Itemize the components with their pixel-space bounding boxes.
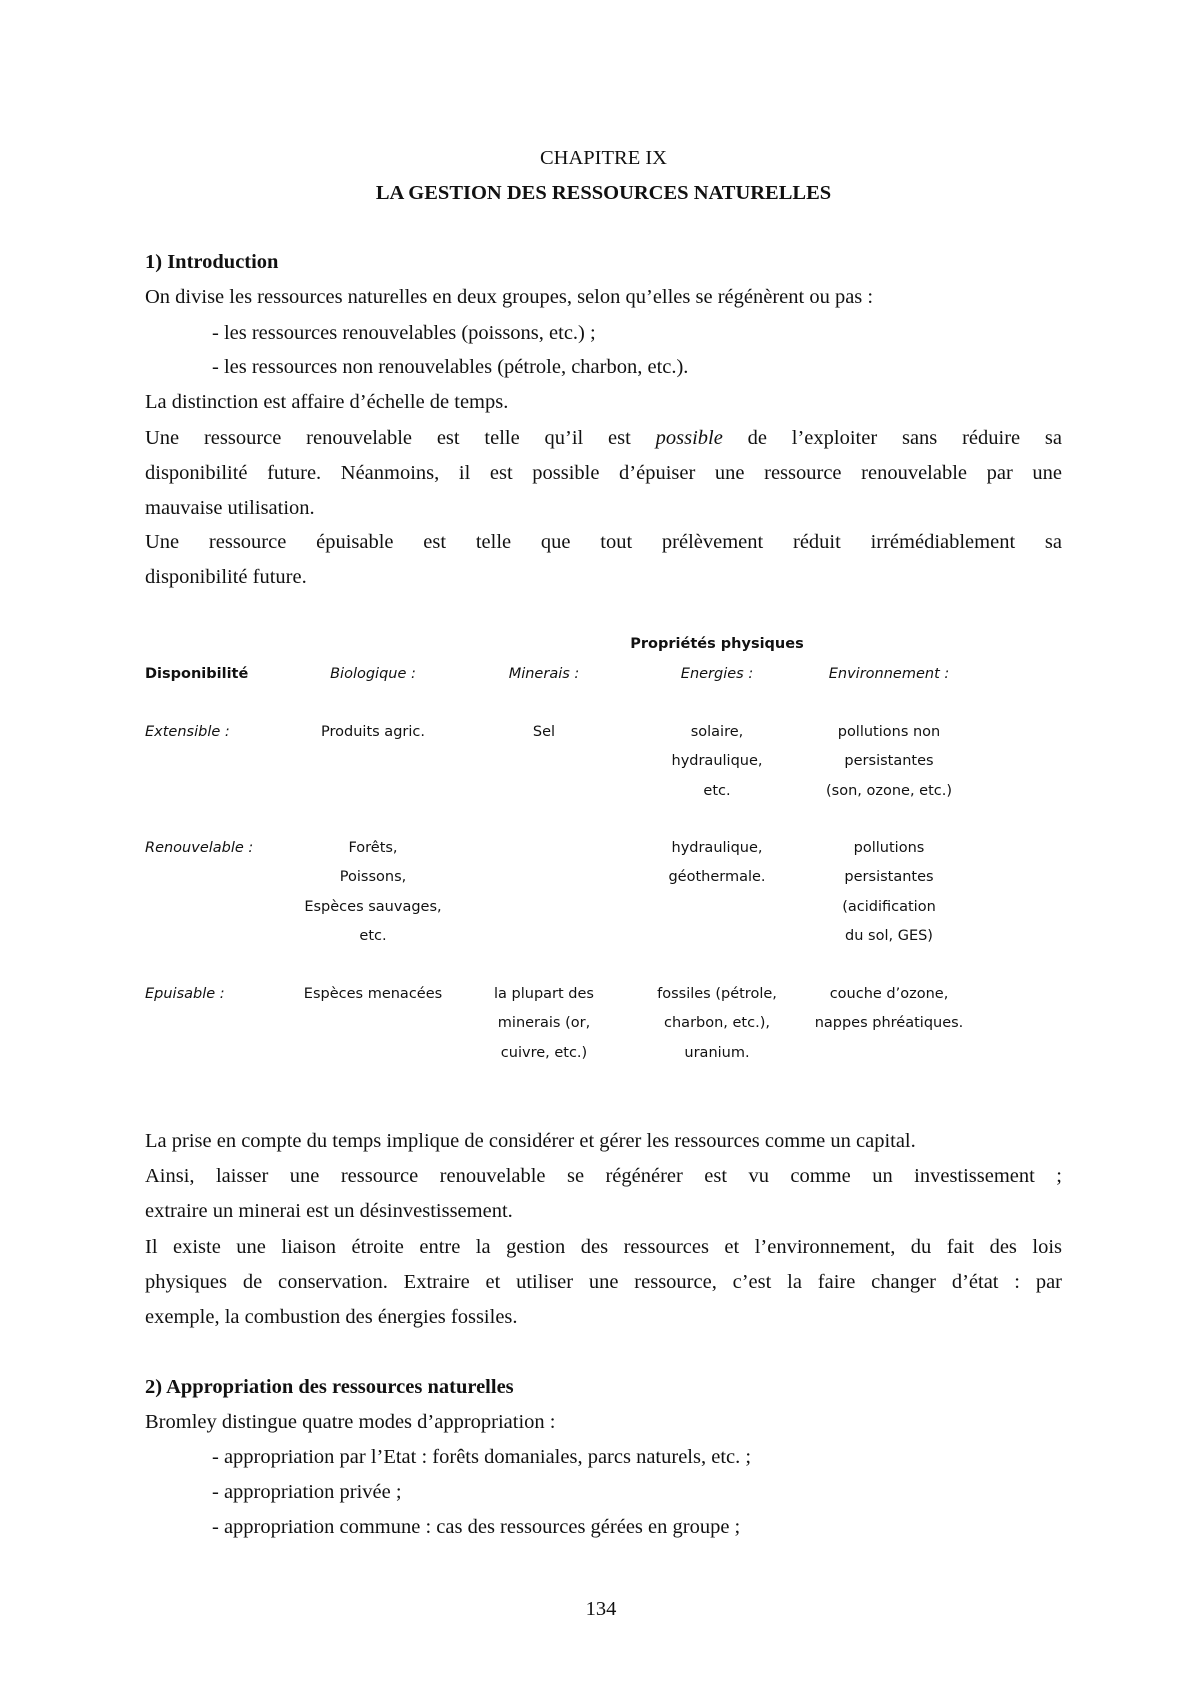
paragraph-line: extraire un minerai est un désinvestissement. [145,1200,513,1222]
paragraph-line: Une ressource épuisable est telle que tout prélèvement réduit irrémédiablement sa [145,531,1062,553]
paragraph: On divise les ressources naturelles en deux groupes, selon qu’elles se régénèrent ou pas : [145,286,874,308]
table-cell-line: uranium. [684,1044,750,1061]
text: de l’exploiter sans réduire sa [747,427,1063,449]
table-cell-line: couche d’ozone, [829,986,949,1002]
list-item: - appropriation privée ; [212,1481,402,1503]
row-label: Epuisable : [145,986,225,1002]
list-item: - appropriation par l’Etat : forêts domaniales, parcs naturels, etc. ; [212,1446,752,1468]
paragraph-line: La prise en compte du temps implique de considérer et gérer les ressources comme un capital. [145,1130,916,1152]
paragraph-line: Il existe une liaison étroite entre la gestion des ressources et l’environnement, du fait des lois [145,1236,1062,1258]
table-cell-line: Poissons, [339,869,407,886]
text: Une ressource renouvelable est telle qu’il est [145,427,631,449]
paragraph-line: disponibilité future. Néanmoins, il est possible d’épuiser une ressource renouvelable par une [145,462,1062,484]
table-cell-line: charbon, etc.), [664,1015,770,1032]
column-header: Minerais : [508,666,580,682]
row-header: Disponibilité [145,666,249,682]
table-cell-line: (acidification [842,898,936,915]
paragraph: Bromley distingue quatre modes d’appropriation : [145,1411,556,1433]
column-header: Environnement : [828,666,950,682]
table-cell-line: cuivre, etc.) [500,1044,588,1061]
table-cell-line: solaire, [690,724,744,740]
table-cell-line: Forêts, [348,840,398,856]
paragraph-line: mauvaise utilisation. [145,497,315,519]
table-cell-line: hydraulique, [671,753,763,770]
table-cell-line: du sol, GES) [845,927,933,944]
emphasis: possible [655,427,723,449]
table-cell-line: pollutions [853,840,925,856]
list-item: - les ressources non renouvelables (pétrole, charbon, etc.). [212,356,689,378]
table-caption: Propriétés physiques [630,636,804,652]
chapter-number: CHAPITRE IX [540,147,667,169]
table-cell-line: Espèces sauvages, [304,898,442,915]
table-cell-line: nappes phréatiques. [814,1015,964,1032]
column-header: Biologique : [330,666,416,682]
paragraph-line: exemple, la combustion des énergies fossiles. [145,1306,518,1328]
section-heading: 1) Introduction [145,251,279,273]
table-cell-line: Sel [532,724,556,740]
section-heading: 2) Appropriation des ressources naturelles [145,1376,514,1398]
table-cell-line: hydraulique, [671,840,763,856]
list-item: - les ressources renouvelables (poissons, etc.) ; [212,322,596,344]
table-cell-line: etc. [359,927,387,944]
paragraph [145,426,1062,450]
row-label: Extensible : [145,724,230,740]
paragraph: La distinction est affaire d’échelle de temps. [145,391,509,413]
paragraph-line: disponibilité future. [145,566,307,588]
table-cell-line: etc. [703,782,731,799]
chapter-title: LA GESTION DES RESSOURCES NATURELLES [375,182,832,204]
paragraph-line: physiques de conservation. Extraire et utiliser une ressource, c’est la faire changer d’état : par [145,1271,1062,1293]
table-cell-line: persistantes [844,753,934,770]
table-cell-line: Espèces menacées [303,986,443,1002]
table-cell-line: (son, ozone, etc.) [825,782,953,799]
page-number: 134 [585,1598,617,1620]
list-item: - appropriation commune : cas des ressources gérées en groupe ; [212,1516,741,1538]
table-cell-line: fossiles (pétrole, [657,986,777,1002]
table-cell-line: pollutions non [837,724,941,740]
column-header: Energies : [680,666,754,682]
row-label: Renouvelable : [145,840,254,856]
table-cell-line: minerais (or, [497,1015,591,1032]
paragraph-line: Ainsi, laisser une ressource renouvelable se régénérer est vu comme un investissement ; [145,1165,1062,1187]
table-cell-line: géothermale. [668,869,766,886]
table-cell-line: la plupart des [494,986,594,1002]
table-cell-line: Produits agric. [321,724,425,740]
table-cell-line: persistantes [844,869,934,886]
